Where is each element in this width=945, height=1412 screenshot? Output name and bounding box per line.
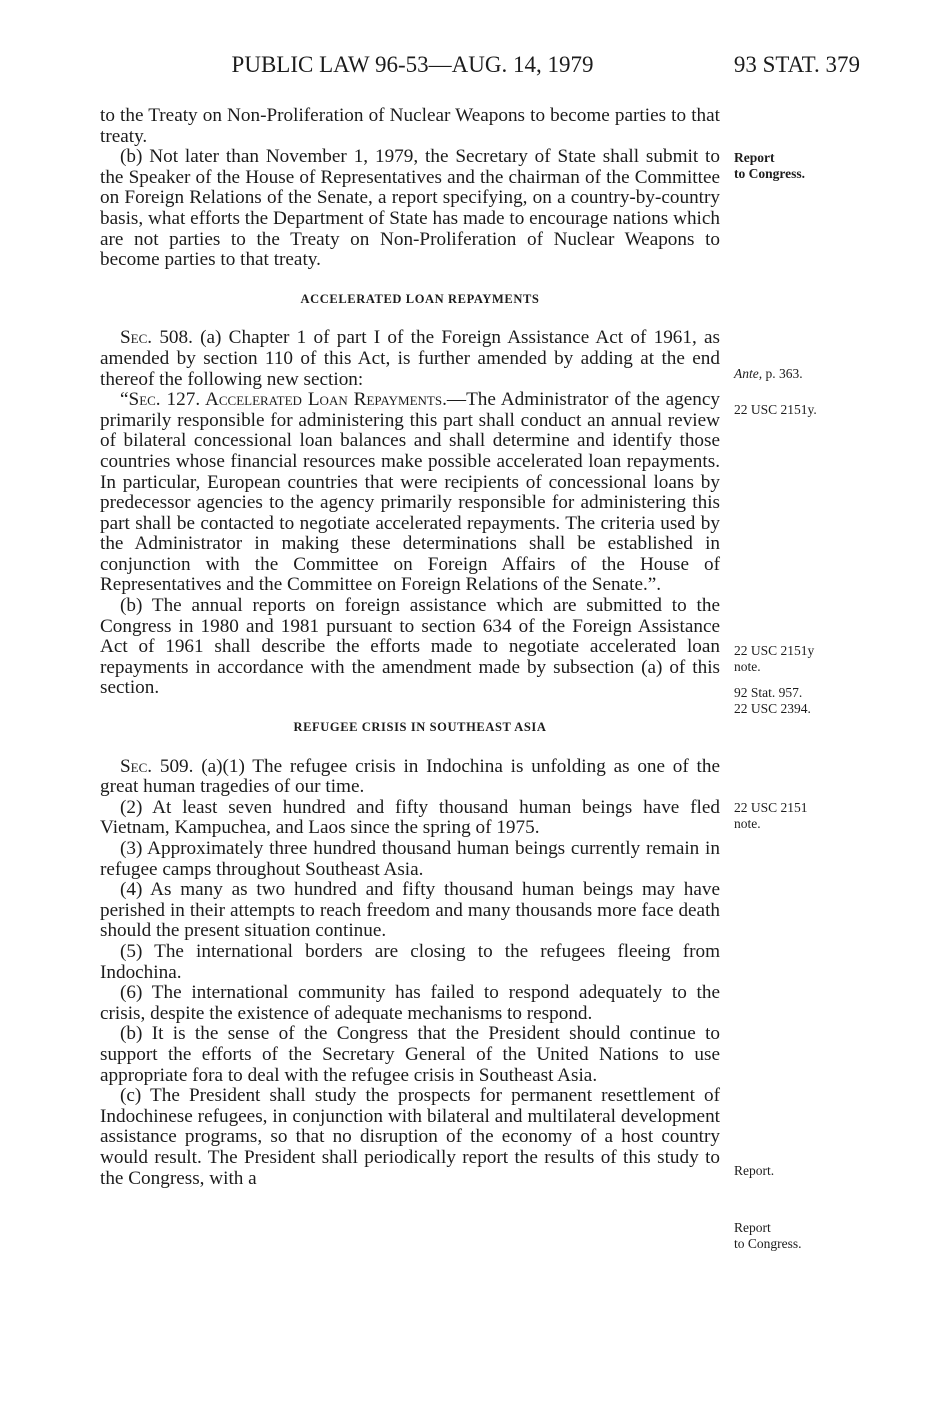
sec-label: Sec. xyxy=(120,327,153,349)
section-508-b: (b) The annual reports on foreign assistance which are submitted to the Congress in 1980 and 1981 pursuant to section 634 of the Foreign Assistance Act of 1961 shall describe the efforts made to negotiate accelerated loan repayments in accordance with the amendment made by subsection (a) of this section. xyxy=(100,595,720,699)
section-509-b: (b) It is the sense of the Congress that the President should continue to support the efforts of the Secretary General of the United Nations to use appropriate fora to deal with the refugee crisis in Southeast Asia. xyxy=(100,1023,720,1086)
section-508-a-text: 508. (a) Chapter 1 of part I of the Foreign Assistance Act of 1961, as amended by section 110 of this Act, is further amended by adding at the end thereof the following new section: xyxy=(100,327,720,390)
section-127 xyxy=(100,390,720,596)
finding-2: (2) At least seven hundred and fifty thousand human beings have fled Vietnam, Kampuchea, and Laos since the spring of 1975. xyxy=(100,796,720,839)
margin-note-report-to-congress: Report to Congress. xyxy=(734,1220,802,1251)
margin-note-usc-2151y-note: 22 USC 2151y note. xyxy=(734,643,815,674)
paragraph-b-report: (b) Not later than November 1, 1979, the Secretary of State shall submit to the Speaker of the House of Representatives and the chairman of the Committee on Foreign Relations of the Senate, a report specifying, on a country-by-country basis, what efforts the Department of State has made to encourage nations which are not parties to the Treaty on Non-Proliferation of Nuclear Weapons to become parties to that treaty. xyxy=(100,146,720,271)
heading-refugee-crisis: REFUGEE CRISIS IN SOUTHEAST ASIA xyxy=(293,720,547,735)
heading-accelerated-loan-repayments: ACCELERATED LOAN REPAYMENTS xyxy=(300,291,540,306)
section-509-a1 xyxy=(100,757,720,798)
margin-note-ante: Ante, p. 363. xyxy=(734,366,803,381)
finding-6: (6) The international community has failed to respond adequately to the crisis, despite the existence of adequate mechanisms to respond. xyxy=(100,982,720,1024)
margin-note-usc-2151: 22 USC 2151 note. xyxy=(734,800,808,831)
paragraph-continued: to the Treaty on Non-Proliferation of Nuclear Weapons to become parties to that treaty. xyxy=(100,105,720,147)
body-column xyxy=(100,106,720,1189)
section-127-text: —The Administrator of the agency primarily responsible for administering this part shall conduct an annual review of bilateral concessional loan balances and shall determine and identify those countries whose financial resources make possible accelerated loan repayments. In particular, European countries that were recipients of concessional loans by predecessor agencies to the agency primarily responsible for administering this part shall be contacted to negotiate accelerated repayments. The criteria used by the Administrator in making these determinations shall be established in conjunction with the Committee on Foreign Affairs of the House of Representatives and the Committee on Foreign Relations of the Senate.”. xyxy=(100,389,720,596)
header-title: PUBLIC LAW 96-53—AUG. 14, 1979 xyxy=(231,52,594,77)
stat-page-number: 93 STAT. 379 xyxy=(733,52,860,77)
margin-note-report-study: Report. xyxy=(734,1163,775,1178)
margin-note-stat-957: 92 Stat. 957. 22 USC 2394. xyxy=(734,685,811,716)
finding-4: (4) As many as two hundred and fifty thousand human beings may have perished in their attempts to reach freedom and many thousands more face death should the present situation continue. xyxy=(100,879,720,942)
section-509-a1-text: 509. (a)(1) The refugee crisis in Indochina is unfolding as one of the great human tragedies of our time. xyxy=(100,755,720,798)
section-127-label: “Sec. 127. Accelerated Loan Repayments. xyxy=(120,389,447,411)
sec-label: Sec. xyxy=(120,755,153,777)
margin-note-report: Report to Congress. xyxy=(734,150,806,181)
section-509-c: (c) The President shall study the prospects for permanent resettlement of Indochinese refugees, in conjunction with bilateral and multilateral development assistance programs, so that no disruption of the economy of a host country would result. The President shall periodically report the results of this study to the Congress, with a xyxy=(100,1085,720,1189)
margin-note-usc-2151y: 22 USC 2151y. xyxy=(734,402,817,417)
page-header xyxy=(100,52,860,82)
finding-5: (5) The international borders are closing to the refugees fleeing from Indochina. xyxy=(100,940,720,983)
section-508-a xyxy=(100,328,720,390)
finding-3: (3) Approximately three hundred thousand human beings currently remain in refugee camps throughout Southeast Asia. xyxy=(100,838,720,880)
